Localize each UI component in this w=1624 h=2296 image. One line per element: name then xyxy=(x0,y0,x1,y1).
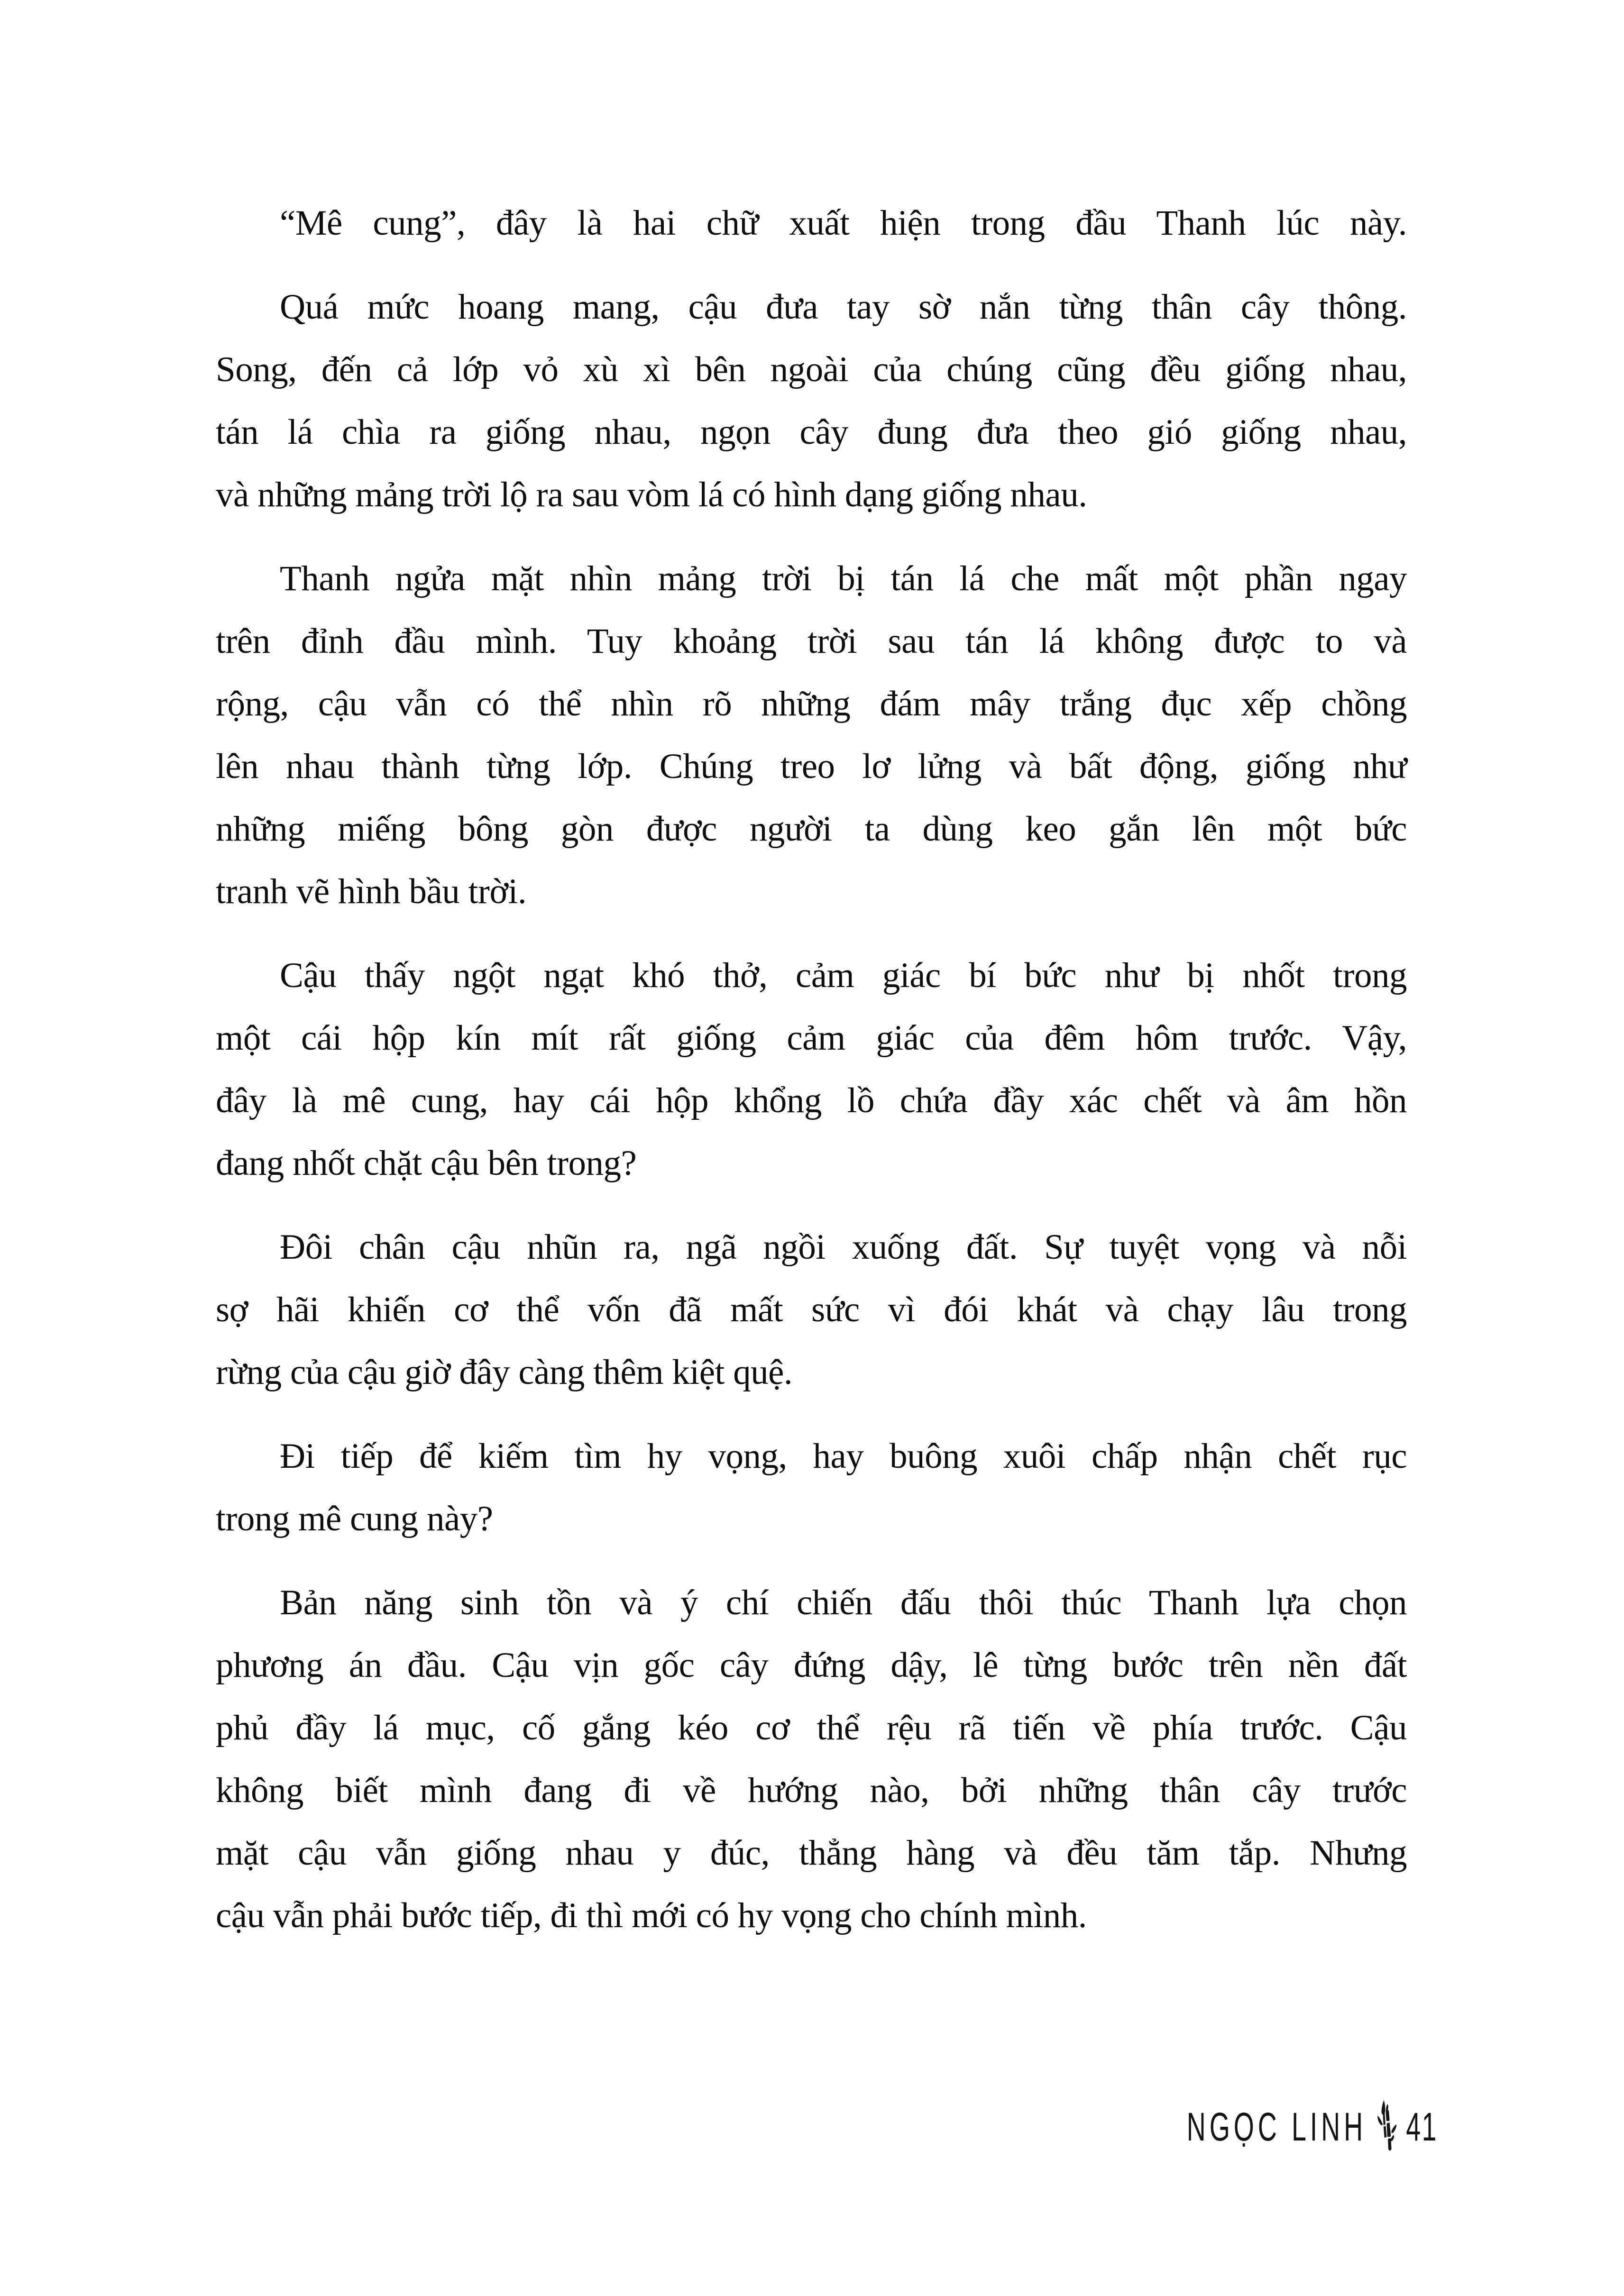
text-line: mặt cậu vẫn giống nhau y đúc, thẳng hàng và đều tăm tắp. Nhưng xyxy=(216,1833,1407,1873)
text-line: Cậu thấy ngột ngạt khó thở, cảm giác bí bức như bị nhốt trong xyxy=(280,956,1407,995)
paragraph xyxy=(216,192,1407,255)
paragraph xyxy=(216,1216,1407,1404)
text-line: Thanh ngửa mặt nhìn mảng trời bị tán lá che mất một phần ngay xyxy=(280,559,1407,598)
text-line: sợ hãi khiến cơ thể vốn đã mất sức vì đói khát và chạy lâu trong xyxy=(216,1290,1407,1329)
paragraph xyxy=(216,944,1407,1195)
text-line: tranh vẽ hình bầu trời. xyxy=(216,872,527,911)
paragraph xyxy=(216,548,1407,923)
paragraph xyxy=(216,1572,1407,1947)
text-line: phủ đầy lá mục, cố gắng kéo cơ thể rệu rã tiến về phía trước. Cậu xyxy=(216,1708,1407,1747)
text-line: rừng của cậu giờ đây càng thêm kiệt quệ. xyxy=(216,1353,793,1392)
text-line: phương án đầu. Cậu vịn gốc cây đứng dậy, lê từng bước trên nền đất xyxy=(216,1646,1407,1685)
text-line: Quá mức hoang mang, cậu đưa tay sờ nắn từng thân cây thông. xyxy=(280,287,1407,327)
paragraph xyxy=(216,276,1407,526)
text-line: tán lá chìa ra giống nhau, ngọn cây đung đưa theo gió giống nhau, xyxy=(216,412,1407,452)
text-line: đang nhốt chặt cậu bên trong? xyxy=(216,1143,637,1183)
text-line: trên đỉnh đầu mình. Tuy khoảng trời sau tán lá không được to và xyxy=(216,622,1407,661)
text-line: Song, đến cả lớp vỏ xù xì bên ngoài của chúng cũng đều giống nhau, xyxy=(216,350,1407,389)
text-line: không biết mình đang đi về hướng nào, bởi những thân cây trước xyxy=(216,1771,1407,1810)
text-line: rộng, cậu vẫn có thể nhìn rõ những đám mây trắng đục xếp chồng xyxy=(216,684,1407,723)
text-line: lên nhau thành từng lớp. Chúng treo lơ lửng và bất động, giống như xyxy=(216,747,1407,786)
text-line: những miếng bông gòn được người ta dùng keo gắn lên một bức xyxy=(216,809,1407,849)
text-line: đây là mê cung, hay cái hộp khổng lồ chứa đầy xác chết và âm hồn xyxy=(216,1081,1407,1120)
text-line: cậu vẫn phải bước tiếp, đi thì mới có hy vọng cho chính mình. xyxy=(216,1896,1087,1935)
text-line: trong mê cung này? xyxy=(216,1499,493,1538)
bamboo-icon xyxy=(1375,2099,1398,2150)
page-number: 41 xyxy=(1406,2104,1438,2149)
footer xyxy=(1187,2099,1438,2150)
author-name: NGỌC LINH xyxy=(1186,2104,1367,2149)
paragraph xyxy=(216,1425,1407,1550)
text-line: một cái hộp kín mít rất giống cảm giác của đêm hôm trước. Vậy, xyxy=(216,1018,1407,1058)
text-block xyxy=(216,192,1407,1947)
text-line: Bản năng sinh tồn và ý chí chiến đấu thôi thúc Thanh lựa chọn xyxy=(280,1583,1407,1622)
text-line: “Mê cung”, đây là hai chữ xuất hiện trong đầu Thanh lúc này. xyxy=(280,203,1407,243)
text-line: Đi tiếp để kiếm tìm hy vọng, hay buông xuôi chấp nhận chết rục xyxy=(280,1436,1407,1476)
text-line: Đôi chân cậu nhũn ra, ngã ngồi xuống đất. Sự tuyệt vọng và nỗi xyxy=(280,1227,1407,1267)
text-line: và những mảng trời lộ ra sau vòm lá có hình dạng giống nhau. xyxy=(216,475,1087,514)
